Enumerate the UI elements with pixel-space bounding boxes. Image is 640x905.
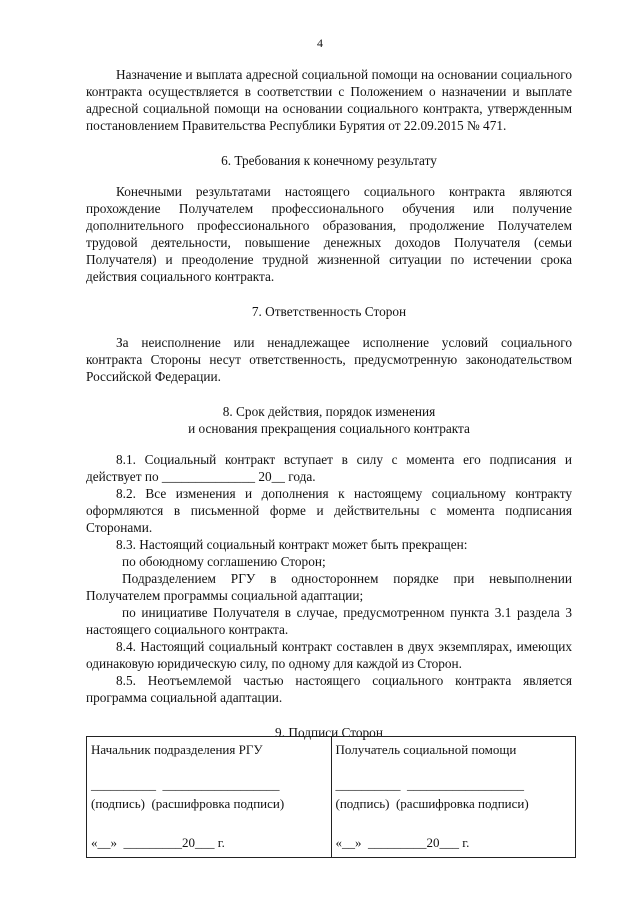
signature-left-date: «__» _________20___ г. [91,835,225,850]
section-8-title-line2: и основания прекращения социального контракта [188,421,470,436]
section-7-title: 7. Ответственность Сторон [251,304,407,319]
document-body [86,66,572,741]
section-7-text: За неисполнение или ненадлежащее исполнение условий социального контракта Стороны несут ответственность, предусмотренную законодательством Российской Федерации. [86,335,572,384]
clause-8-2: 8.2. Все изменения и дополнения к настоящему социальному контракту оформляются в письменной форме и действительны с момента подписания Сторонами. [86,486,572,535]
clause-8-3-b: Подразделением РГУ в одностороннем порядке при невыполнении Получателем программы социальной адаптации; [86,571,572,603]
signature-cell-left [87,737,332,858]
signature-table [86,736,576,858]
section-9-title: 9. Подписи Сторон [275,725,383,740]
signature-cell-right [331,737,576,858]
section-8-title-line1: 8. Срок действия, порядок изменения [222,404,436,419]
signature-right-line: __________ __________________ [335,777,524,792]
signature-left-caption: (подпись) (расшифровка подписи) [91,796,285,811]
clause-8-3: 8.3. Настоящий социальный контракт может быть прекращен: [116,537,468,552]
signature-right-header: Получатель социальной помощи [335,742,517,757]
section-6-text: Конечными результатами настоящего социального контракта являются прохождение Получателем профессионального обучения или получение дополнительного профессионального образования, продолжение Получателем трудовой деятельности, повышение денежных доходов Получателя (семьи Получателя) и преодоление трудной жизненной ситуации по истечении срока действия социального контракта. [86,184,572,284]
clause-8-4: 8.4. Настоящий социальный контракт составлен в двух экземплярах, имеющих одинаковую юридическую силу, по одному для каждой из Сторон. [86,639,572,671]
signature-right-caption: (подпись) (расшифровка подписи) [335,796,529,811]
intro-paragraph: Назначение и выплата адресной социальной помощи на основании социального контракта осуществляется в соответствии с Положением о назначении и выплате адресной социальной помощи на основании социального контракта, утвержденным постановлением Правительства Республики Бурятия от 22.09.2015 № 471. [86,67,572,133]
clause-8-1: 8.1. Социальный контракт вступает в силу с момента его подписания и действует по ______________ 20__ года. [86,452,572,484]
page-number: 4 [317,36,323,50]
signature-left-header: Начальник подразделения РГУ [91,742,263,757]
section-6-title: 6. Требования к конечному результату [221,153,437,168]
clause-8-3-a: по обоюдному соглашению Сторон; [122,554,326,569]
signature-left-line: __________ __________________ [91,777,280,792]
signature-right-date: «__» _________20___ г. [335,835,470,850]
clause-8-3-c: по инициативе Получателя в случае, предусмотренном пункта 3.1 раздела 3 настоящего социального контракта. [86,605,572,637]
clause-8-5: 8.5. Неотъемлемой частью настоящего социального контракта является программа социальной адаптации. [86,673,572,705]
